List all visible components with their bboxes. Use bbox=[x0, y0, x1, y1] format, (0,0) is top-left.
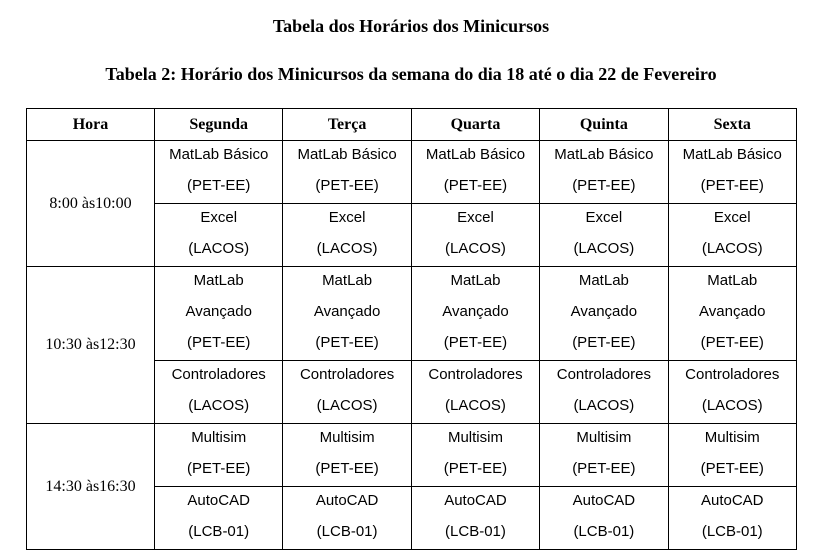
course-line: (LACOS) bbox=[445, 240, 506, 257]
course-line: MatLab bbox=[322, 272, 373, 289]
header-segunda: Segunda bbox=[155, 109, 283, 141]
course-line: Multisim bbox=[191, 429, 247, 446]
course-line: MatLab Básico bbox=[169, 146, 269, 163]
course-cell bbox=[540, 141, 668, 204]
time-slot-cell: 10:30 às12:30 bbox=[27, 267, 155, 424]
course-line: (LACOS) bbox=[701, 240, 763, 257]
course-line: (PET-EE) bbox=[315, 177, 379, 194]
table-caption: Tabela 2: Horário dos Minicursos da semana do dia 18 até o dia 22 de Fevereiro bbox=[105, 64, 717, 84]
course-line: AutoCAD bbox=[444, 492, 507, 509]
course-line: (LCB-01) bbox=[316, 523, 378, 540]
course-line: AutoCAD bbox=[700, 492, 764, 509]
course-line: (LCB-01) bbox=[701, 523, 763, 540]
course-line: (PET-EE) bbox=[572, 460, 636, 477]
course-line: (PET-EE) bbox=[315, 334, 379, 351]
table-row bbox=[27, 267, 797, 361]
course-line: (PET-EE) bbox=[187, 177, 251, 194]
course-line: (PET-EE) bbox=[700, 334, 764, 351]
course-line: Avançado bbox=[313, 303, 381, 320]
course-line: (LACOS) bbox=[445, 397, 506, 414]
course-line: Controladores bbox=[556, 366, 651, 383]
course-line: (PET-EE) bbox=[572, 177, 636, 194]
course-cell bbox=[540, 487, 668, 550]
header-sexta: Sexta bbox=[668, 109, 796, 141]
course-cell bbox=[155, 361, 283, 424]
course-cell bbox=[283, 204, 411, 267]
course-cell bbox=[155, 204, 283, 267]
document-title: Tabela dos Horários dos Minicursos bbox=[272, 16, 550, 36]
course-cell bbox=[155, 424, 283, 487]
header-quinta: Quinta bbox=[540, 109, 668, 141]
course-line: (PET-EE) bbox=[443, 460, 508, 477]
time-slot-cell: 8:00 às10:00 bbox=[27, 141, 155, 267]
course-line: Excel bbox=[585, 209, 623, 226]
course-line: (LCB-01) bbox=[188, 523, 250, 540]
course-line: AutoCAD bbox=[187, 492, 250, 509]
course-line: Controladores bbox=[685, 366, 780, 383]
course-line: Multisim bbox=[447, 429, 503, 446]
course-line: (PET-EE) bbox=[443, 177, 508, 194]
course-line: MatLab Básico bbox=[682, 146, 782, 163]
table-row bbox=[27, 424, 797, 487]
course-cell bbox=[411, 424, 539, 487]
course-line: Multisim bbox=[576, 429, 632, 446]
header-row bbox=[27, 109, 797, 141]
course-cell bbox=[668, 204, 796, 267]
course-line: Avançado bbox=[185, 303, 252, 320]
time-slot-cell: 14:30 às16:30 bbox=[27, 424, 155, 550]
course-line: Excel bbox=[713, 209, 751, 226]
course-cell bbox=[668, 141, 796, 204]
course-line: Controladores bbox=[299, 366, 395, 383]
course-cell bbox=[411, 267, 539, 361]
course-cell bbox=[668, 487, 796, 550]
course-cell bbox=[540, 204, 668, 267]
course-line: Controladores bbox=[171, 366, 266, 383]
course-line: AutoCAD bbox=[315, 492, 379, 509]
course-line: Avançado bbox=[570, 303, 638, 320]
course-cell bbox=[283, 141, 411, 204]
course-line: (LACOS) bbox=[316, 397, 378, 414]
course-line: MatLab Básico bbox=[425, 146, 526, 163]
course-line: (LACOS) bbox=[573, 397, 635, 414]
course-line: Controladores bbox=[428, 366, 523, 383]
course-line: Excel bbox=[457, 209, 494, 226]
course-line: (LCB-01) bbox=[445, 523, 506, 540]
course-line: (LACOS) bbox=[316, 240, 378, 257]
course-cell bbox=[283, 361, 411, 424]
course-cell bbox=[540, 361, 668, 424]
course-cell bbox=[668, 424, 796, 487]
course-line: (PET-EE) bbox=[572, 334, 636, 351]
course-cell bbox=[283, 487, 411, 550]
schedule-body bbox=[27, 141, 797, 550]
course-line: (LACOS) bbox=[701, 397, 763, 414]
course-cell bbox=[283, 267, 411, 361]
course-line: (LACOS) bbox=[188, 240, 250, 257]
course-cell bbox=[540, 424, 668, 487]
course-line: Excel bbox=[200, 209, 238, 226]
header-quarta: Quarta bbox=[411, 109, 539, 141]
header-hora: Hora bbox=[27, 109, 155, 141]
course-line: Excel bbox=[328, 209, 366, 226]
course-line: MatLab Básico bbox=[297, 146, 397, 163]
course-cell bbox=[411, 361, 539, 424]
course-line: MatLab bbox=[193, 272, 244, 289]
course-line: Multisim bbox=[704, 429, 760, 446]
course-line: (LACOS) bbox=[573, 240, 635, 257]
course-line: (LCB-01) bbox=[573, 523, 635, 540]
course-line: (PET-EE) bbox=[443, 334, 508, 351]
course-cell bbox=[411, 204, 539, 267]
table-row bbox=[27, 141, 797, 204]
course-line: (LACOS) bbox=[188, 397, 250, 414]
course-cell bbox=[540, 267, 668, 361]
schedule-table bbox=[26, 108, 797, 550]
course-cell bbox=[155, 141, 283, 204]
course-line: Avançado bbox=[442, 303, 509, 320]
header-terca: Terça bbox=[283, 109, 411, 141]
course-line: AutoCAD bbox=[572, 492, 636, 509]
course-cell bbox=[155, 487, 283, 550]
course-line: MatLab Básico bbox=[554, 146, 654, 163]
course-line: (PET-EE) bbox=[187, 460, 251, 477]
course-cell bbox=[668, 267, 796, 361]
course-line: Multisim bbox=[319, 429, 375, 446]
course-line: (PET-EE) bbox=[315, 460, 379, 477]
course-line: MatLab bbox=[707, 272, 758, 289]
course-line: Avançado bbox=[699, 303, 766, 320]
course-line: MatLab bbox=[450, 272, 501, 289]
course-line: (PET-EE) bbox=[700, 177, 764, 194]
course-cell bbox=[411, 141, 539, 204]
course-cell bbox=[283, 424, 411, 487]
course-line: (PET-EE) bbox=[700, 460, 764, 477]
course-line: MatLab bbox=[578, 272, 629, 289]
course-line: (PET-EE) bbox=[187, 334, 251, 351]
course-cell bbox=[411, 487, 539, 550]
course-cell bbox=[155, 267, 283, 361]
course-cell bbox=[668, 361, 796, 424]
